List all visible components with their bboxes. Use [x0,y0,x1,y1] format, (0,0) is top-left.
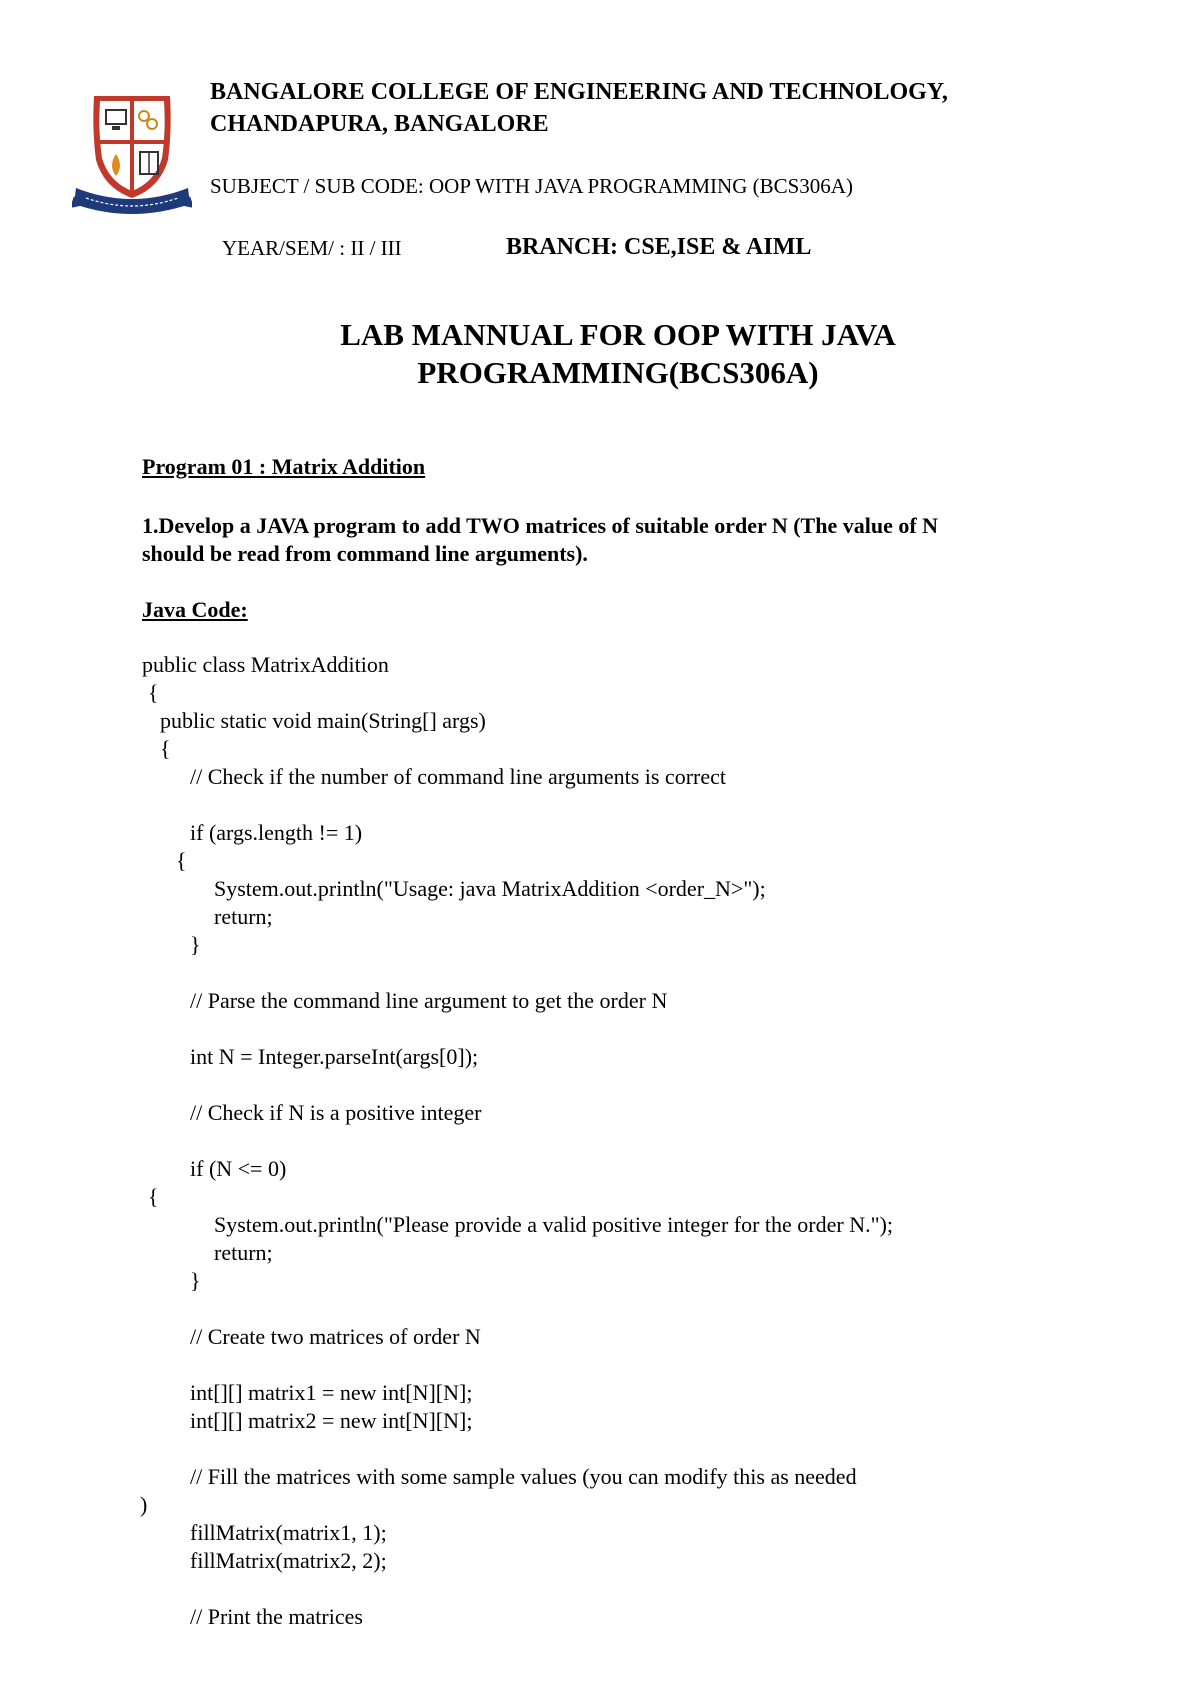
program-question [142,512,1062,568]
question-line1: 1.Develop a JAVA program to add TWO matrices of suitable order N (The value of N [142,513,939,538]
code-line: ) [140,1492,148,1517]
question-line2: should be read from command line arguments). [142,541,588,566]
code-line: return; [214,904,273,929]
code-line: } [190,932,201,957]
code-comment-line: // Check if the number of command line arguments is correct [190,764,726,789]
code-line: System.out.println("Usage: java MatrixAddition <order_N>"); [214,876,766,901]
program-heading: Program 01 : Matrix Addition [142,454,426,479]
code-line: int N = Integer.parseInt(args[0]); [190,1044,479,1069]
year-semester: YEAR/SEM/ : II / III [222,236,402,260]
college-name-line1: BANGALORE COLLEGE OF ENGINEERING AND TECHNOLOGY, [210,79,948,105]
code-comment-line: // Create two matrices of order N [190,1324,481,1349]
code-line: fillMatrix(matrix1, 1); [190,1520,387,1545]
code-line: System.out.println("Please provide a valid positive integer for the order N."); [214,1212,894,1237]
code-line: int[][] matrix1 = new int[N][N]; [190,1380,473,1405]
code-line: if (args.length != 1) [190,820,363,845]
code-line: if (N <= 0) [190,1156,287,1181]
code-line: public static void main(String[] args) [160,708,486,733]
code-line: int[][] matrix2 = new int[N][N]; [190,1408,473,1433]
code-line: return; [214,1240,273,1265]
document-title-line2: PROGRAMMING(BCS306A) [417,355,819,390]
code-comment-line: // Parse the command line argument to get the order N [190,988,668,1013]
code-line: } [190,1268,201,1293]
code-line: { [148,1184,159,1209]
code-line: { [160,736,171,761]
branch: BRANCH: CSE,ISE & AIML [506,234,812,260]
college-logo [72,90,192,220]
code-line: fillMatrix(matrix2, 2); [190,1548,387,1573]
code-line: public class MatrixAddition [142,652,389,677]
code-line: { [148,680,159,705]
code-line: { [176,848,187,873]
code-comment-line: // Print the matrices [190,1604,363,1629]
code-comment-line: // Fill the matrices with some sample values (you can modify this as needed [190,1464,857,1489]
document-title [0,316,1200,392]
subject-code: SUBJECT / SUB CODE: OOP WITH JAVA PROGRAMMING (BCS306A) [210,174,853,198]
college-name-line2: CHANDAPURA, BANGALORE [210,111,549,137]
code-comment-line: // Check if N is a positive integer [190,1100,482,1125]
document-title-line1: LAB MANNUAL FOR OOP WITH JAVA [340,317,896,352]
java-code-heading: Java Code: [142,597,248,622]
